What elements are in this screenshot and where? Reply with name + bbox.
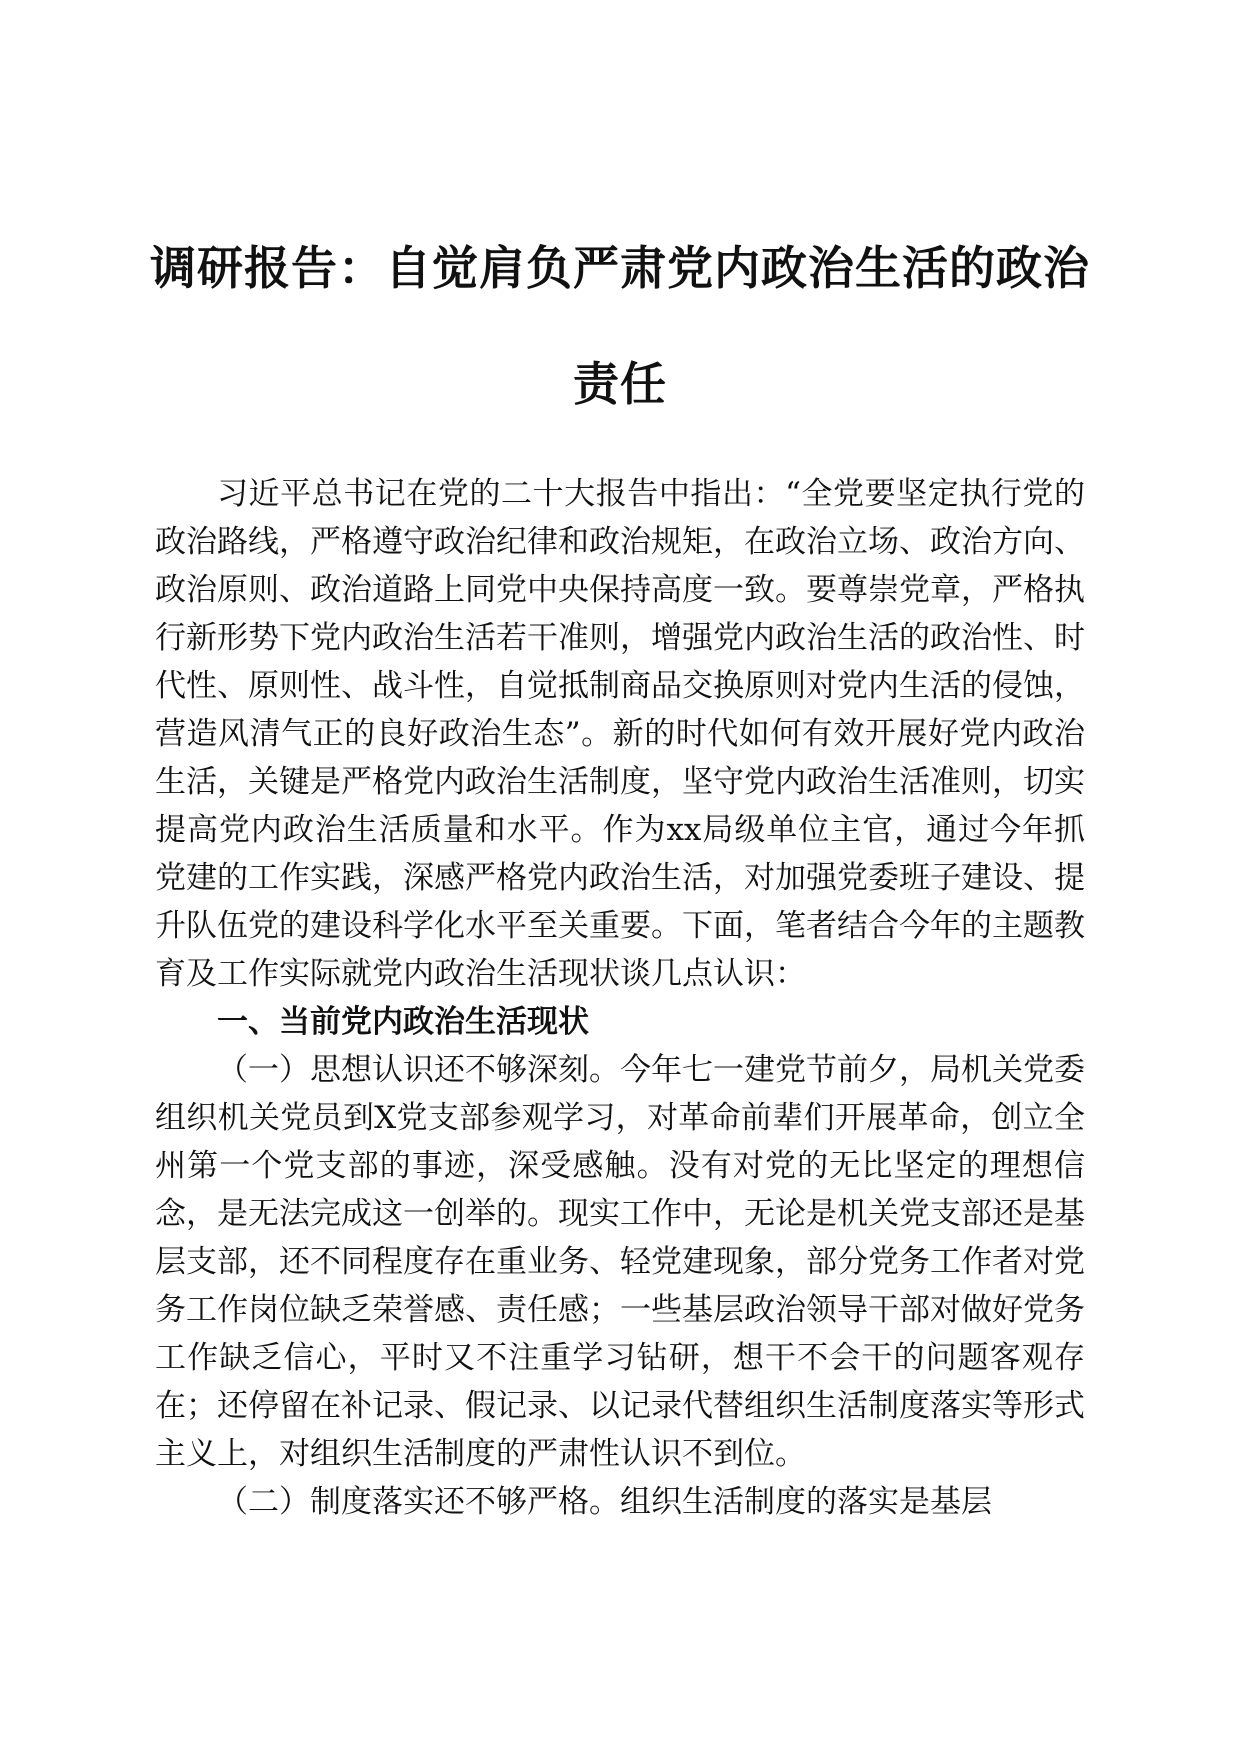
intro-paragraph: 习近平总书记在党的二十大报告中指出：“全党要坚定执行党的政治路线，严格遵守政治纪律和政治规矩，在政治立场、政治方向、政治原则、政治道路上同党中央保持高度一致。要尊崇党章，严格执行新形势下党内政治生活若干准则，增强党内政治生活的政治性、时代性、原则性、战斗性，自觉抵制商品交换原则对党内生活的侵蚀，营造风清气正的良好政治生态”。新的时代如何有效开展好党内政治生活，关键是严格党内政治生活制度，坚守党内政治生活准则，切实提高党内政治生活质量和水平。作为xx局级单位主官，通过今年抓党建的工作实践，深感严格党内政治生活，对加强党委班子建设、提升队伍党的建设科学化水平至关重要。下面，笔者结合今年的主题教育及工作实际就党内政治生活现状谈几点认识： (155, 476, 1085, 992)
section1-paragraph-2: （二）制度落实还不够严格。组织生活制度的落实是基层 (217, 1484, 992, 1520)
section-heading-1: 一、当前党内政治生活现状 (217, 1004, 589, 1040)
document-title-line-1: 调研报告：自觉肩负严肃党内政治生活的政治 (150, 241, 1090, 295)
section1-paragraph-1: （一）思想认识还不够深刻。今年七一建党节前夕，局机关党委组织机关党员到X党支部参观学习，对革命前辈们开展革命，创立全州第一个党支部的事迹，深受感触。没有对党的无比坚定的理想信念，是无法完成这一创举的。现实工作中，无论是机关党支部还是基层支部，还不同程度存在重业务、轻党建现象，部分党务工作者对党务工作岗位缺乏荣誉感、责任感；一些基层政治领导干部对做好党务工作缺乏信心，平时又不注重学习钻研，想干不会干的问题客观存在；还停留在补记录、假记录、以记录代替组织生活制度落实等形式主义上，对组织生活制度的严肃性认识不到位。 (155, 1052, 1085, 1472)
document-body (155, 470, 1085, 1526)
document-title-line-2: 责任 (573, 357, 667, 411)
